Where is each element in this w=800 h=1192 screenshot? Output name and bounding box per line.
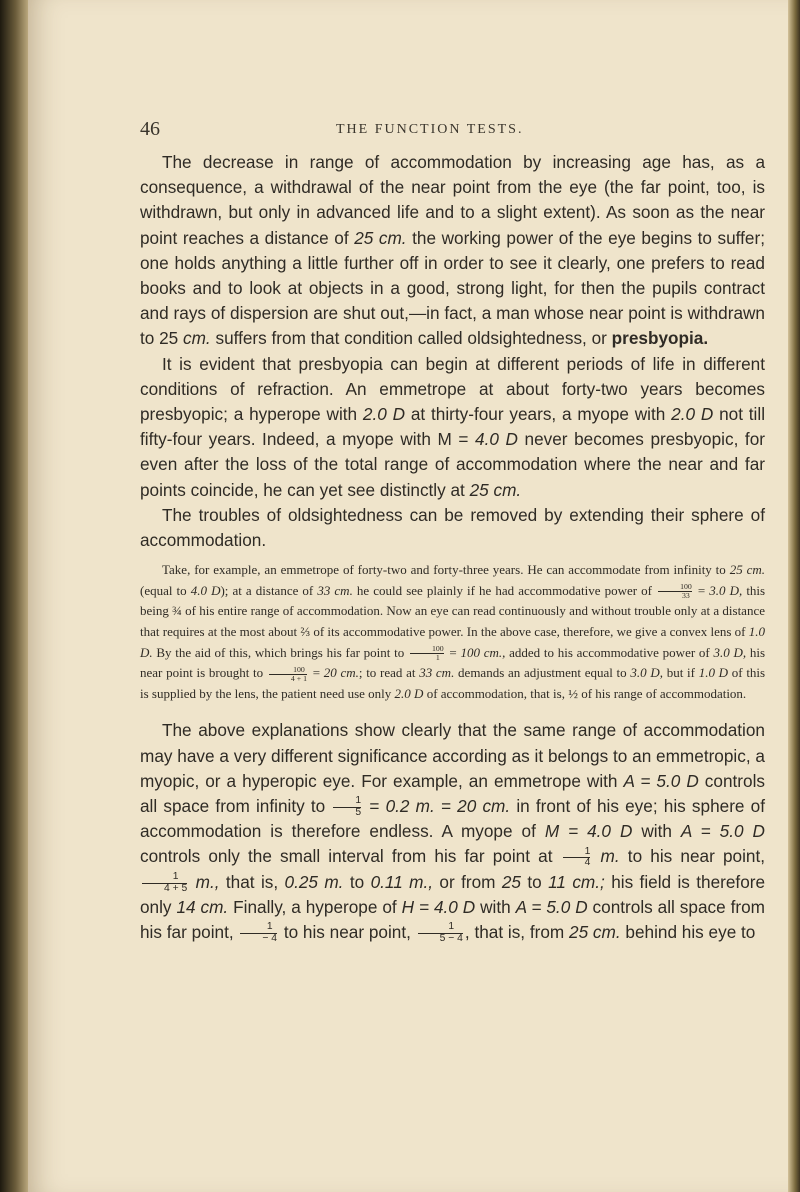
paragraph-example-small-print: Take, for example, an emmetrope of forty-two and forty-three years. He can accommodate from infinity to 25 cm. (equal to 4.0 D); at a distance of 33 cm. he could see plainly if he had accommodative power of $\frac{100}{33}$ = 3.0 D, this being ¾ of his entire range of accommodation. Now an eye can read continuously and without trouble only at a distance that requires at the most about ⅔ of its accommodative power. In the above case, therefore, we give a convex lens of 1.0 D. By the aid of this, which brings his far point to $\frac{100}{1}$ = 100 cm., added to his accommodative power of 3.0 D, his near point is brought to $\frac{100}{4 + 1}$ = 20 cm.; to read at 33 cm. demands an adjustment equal to 3.0 D, but if 1.0 D of this is supplied by the lens, the patient need use only 2.0 D of accommodation, that is, ½ of his range of accommodation. xyxy=(140,562,766,701)
paragraph-remedy: The troubles of oldsightedness can be removed by extending their sphere of accommodation. xyxy=(140,504,765,551)
fraction: $\frac{100}{1}$ xyxy=(410,645,444,662)
running-title: THE FUNCTION TESTS. xyxy=(336,122,524,137)
paragraph-presbyopia-periods: It is evident that presbyopia can begin at different periods of life in different conditions of refraction. An emmetrope at about forty-two years becomes presbyopic; a hyperope with 2.0 D at thirty-four years, a myope with 2.0 D not till fifty-four years. Indeed, a myope with M = 4.0 D never becomes presbyopic, for even after the loss of the total range of accommodation where the near and far points coincide, he can yet see distinctly at 25 cm. xyxy=(140,353,766,500)
book-binding-edge xyxy=(0,0,28,1192)
fraction: $\frac{100}{33}$ xyxy=(658,583,692,600)
fraction: $\frac{1}{- 4}$ xyxy=(240,922,277,945)
page-edge-right xyxy=(788,0,800,1192)
paragraph-presbyopia-intro: The decrease in range of accommodation by increasing age has, as a consequence, a withdrawal of the near point from the eye (the far point, too, is withdrawn, but only in advanced life and to a slight extent). As soon as the near point reaches a distance of 25 cm. the working power of the eye begins to suffer; one holds anything a little further off in order to see it clearly, one prefers to read books and to look at objects in a good, strong light, for then the pupils contract and rays of dispersion are shut out,—in fact, a man whose near point is withdrawn to 25 cm. suffers from that condition called oldsightedness, or presbyopia. xyxy=(140,152,765,349)
body-text xyxy=(140,150,765,945)
fraction: $\frac{100}{4 + 1}$ xyxy=(269,666,307,683)
fraction: $\frac{1}{4 + 5}$ xyxy=(142,872,187,895)
fraction: $\frac{1}{5 - 4}$ xyxy=(418,922,463,945)
fraction: $\frac{1}{4}$ xyxy=(563,847,591,870)
page-number: 46 xyxy=(140,118,160,140)
fraction: $\frac{1}{5}$ xyxy=(333,796,361,819)
page-header xyxy=(140,118,760,146)
paragraph-range-significance: The above explanations show clearly that the same range of accommodation may have a very different significance according as it belongs to an emmetropic, a myopic, or a hyperopic eye. For example, an emmetrope with A = 5.0 D controls all space from infinity to $\frac{1}{5}$ = 0.2 m. = 20 cm. in front of his eye; his sphere of accommodation is therefore endless. A myope of M = 4.0 D with A = 5.0 D controls only the small interval from his far point at $\frac{1}{4}$ m. to his near point, $\frac{1}{4 + 5}$ m., that is, 0.25 m. to 0.11 m., or from 25 to 11 cm.; his field is therefore only 14 cm. Finally, a hyperope of H = 4.0 D with A = 5.0 D controls all space from his far point, $\frac{1}{- 4}$ to his near point, $\frac{1}{5 - 4}$ , that is, from 25 cm. behind his eye to xyxy=(140,720,766,944)
